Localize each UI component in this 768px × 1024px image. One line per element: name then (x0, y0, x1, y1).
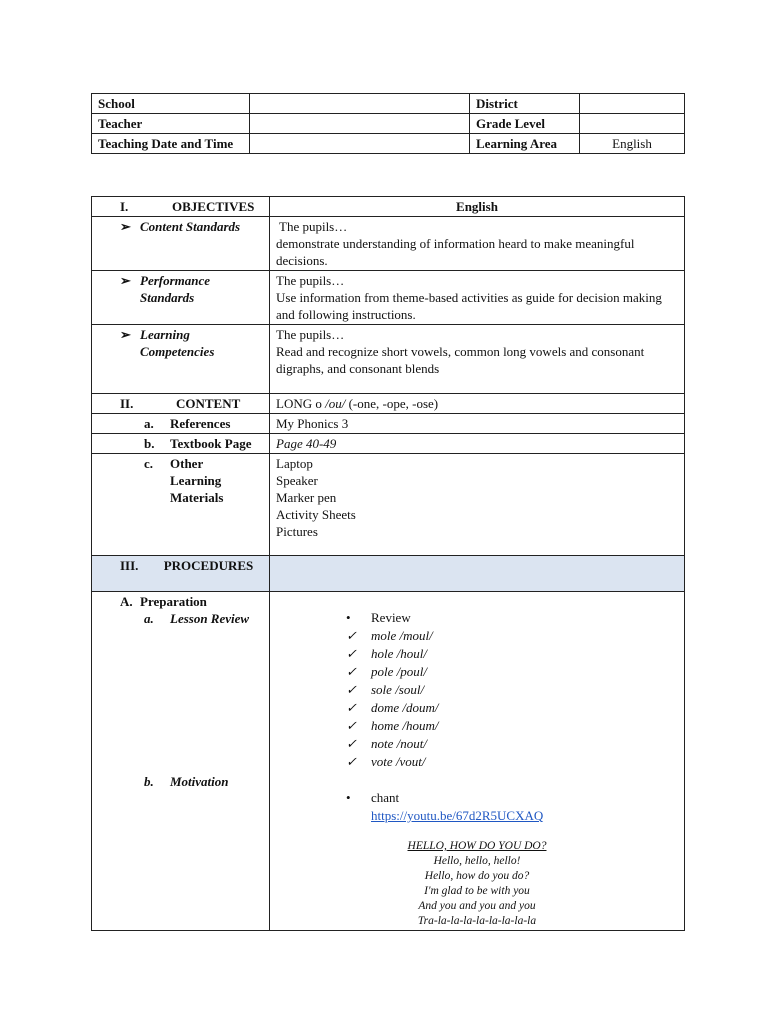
list-item (346, 807, 678, 825)
procedures-row (92, 556, 685, 592)
review-word: vote /vout/ (371, 754, 426, 769)
review-word: dome /doum/ (371, 700, 439, 715)
review-word: mole /moul/ (371, 628, 433, 643)
content-standards-text: demonstrate understanding of information heard to make meaningful decisions. (276, 236, 635, 268)
grade-level-label: Grade Level (470, 114, 580, 134)
district-label: District (470, 94, 580, 114)
review-word: note /nout/ (371, 736, 427, 751)
preparation-row (92, 592, 685, 931)
review-list (346, 609, 678, 825)
content-standards-label: Content Standards (140, 219, 241, 234)
content-value-ipa: /ou/ (325, 396, 346, 411)
content-value-prefix: LONG o (276, 396, 326, 411)
review-word: hole /houl/ (371, 646, 427, 661)
material-item: Speaker (276, 473, 318, 488)
list-item (346, 609, 678, 627)
material-item: Activity Sheets (276, 507, 356, 522)
learning-competencies-label: Learning Competencies (140, 327, 215, 359)
arrow-icon: ➢ (120, 273, 131, 288)
content-value-suffix: (-one, -ope, -ose) (345, 396, 439, 411)
list-item (346, 789, 678, 807)
review-word: pole /poul/ (371, 664, 427, 679)
arrow-icon: ➢ (120, 219, 131, 234)
song-line: Hello, how do you do? (424, 870, 530, 882)
list-item (346, 645, 678, 663)
chant-label: chant (371, 790, 400, 805)
textbook-letter: b. (144, 436, 155, 451)
references-letter: a. (144, 416, 154, 431)
lesson-plan-table (91, 196, 685, 931)
content-standards-row (92, 217, 685, 271)
objectives-row (92, 197, 685, 217)
arrow-icon: ➢ (120, 327, 131, 342)
material-item: Pictures (276, 524, 318, 539)
learning-competencies-row (92, 325, 685, 394)
other-materials-row (92, 454, 685, 556)
lesson-review-letter: a. (144, 611, 154, 626)
procedures-num: III. (120, 558, 139, 573)
list-item (346, 627, 678, 645)
school-value (250, 94, 470, 114)
references-value: My Phonics 3 (270, 414, 685, 434)
references-row (92, 414, 685, 434)
district-value (580, 94, 685, 114)
teaching-date-label: Teaching Date and Time (92, 134, 250, 154)
content-row (92, 394, 685, 414)
checkmark-icon: ✓ (346, 628, 357, 643)
review-title: Review (371, 610, 411, 625)
material-item: Laptop (276, 456, 313, 471)
list-item (346, 681, 678, 699)
list-item (346, 735, 678, 753)
textbook-label: Textbook Page (170, 436, 252, 451)
other-materials-letter: c. (144, 456, 154, 471)
list-item (346, 753, 678, 771)
checkmark-icon: ✓ (346, 718, 357, 733)
checkmark-icon: ✓ (346, 754, 357, 769)
song-title: HELLO, HOW DO YOU DO? (407, 840, 547, 852)
song-line: Tra-la-la-la-la-la-la-la-la (417, 915, 537, 927)
motivation-label: Motivation (170, 774, 229, 789)
song-line: And you and you and you (418, 900, 536, 912)
learning-area-label: Learning Area (470, 134, 580, 154)
subject-heading: English (270, 197, 685, 217)
content-heading: CONTENT (176, 396, 241, 411)
checkmark-icon: ✓ (346, 664, 357, 679)
bullet-icon: • (346, 610, 351, 625)
procedures-heading: PROCEDURES (163, 558, 254, 573)
objectives-heading: OBJECTIVES (172, 199, 255, 214)
preparation-letter: A. (120, 594, 133, 609)
content-standards-intro: The pupils… (279, 219, 348, 234)
learning-area-value: English (580, 134, 685, 154)
teacher-value (250, 114, 470, 134)
references-label: References (170, 416, 231, 431)
checkmark-icon: ✓ (346, 646, 357, 661)
content-value (270, 394, 685, 414)
teaching-date-value (250, 134, 470, 154)
song-line: Hello, hello, hello! (433, 855, 521, 867)
header-table (91, 93, 685, 154)
checkmark-icon: ✓ (346, 700, 357, 715)
material-item: Marker pen (276, 490, 337, 505)
other-materials-label: Other Learning Materials (170, 456, 224, 505)
checkmark-icon: ✓ (346, 682, 357, 697)
performance-standards-label: Performance Standards (140, 273, 211, 305)
list-item (346, 699, 678, 717)
performance-standards-text: Use information from theme-based activities as guide for decision making and following instructions. (276, 290, 662, 322)
list-item (346, 663, 678, 681)
grade-level-value (580, 114, 685, 134)
learning-competencies-text: Read and recognize short vowels, common long vowels and consonant digraphs, and consonant blends (276, 344, 645, 376)
lesson-review-label: Lesson Review (170, 611, 250, 626)
performance-standards-intro: The pupils… (276, 273, 345, 288)
objectives-num: I. (120, 199, 129, 214)
song-line: I'm glad to be with you (424, 885, 530, 897)
textbook-row (92, 434, 685, 454)
bullet-icon: • (346, 790, 351, 805)
review-word: home /houm/ (371, 718, 439, 733)
chant-link[interactable]: https://youtu.be/67d2R5UCXAQ (371, 808, 544, 823)
performance-standards-row (92, 271, 685, 325)
content-num: II. (120, 396, 134, 411)
teacher-label: Teacher (92, 114, 250, 134)
list-item (346, 717, 678, 735)
review-word: sole /soul/ (371, 682, 425, 697)
song-lyrics (276, 839, 678, 929)
learning-competencies-intro: The pupils… (276, 327, 345, 342)
checkmark-icon: ✓ (346, 736, 357, 751)
motivation-letter: b. (144, 774, 154, 789)
textbook-value: Page 40-49 (270, 434, 685, 454)
school-label: School (92, 94, 250, 114)
preparation-label: Preparation (140, 594, 207, 609)
